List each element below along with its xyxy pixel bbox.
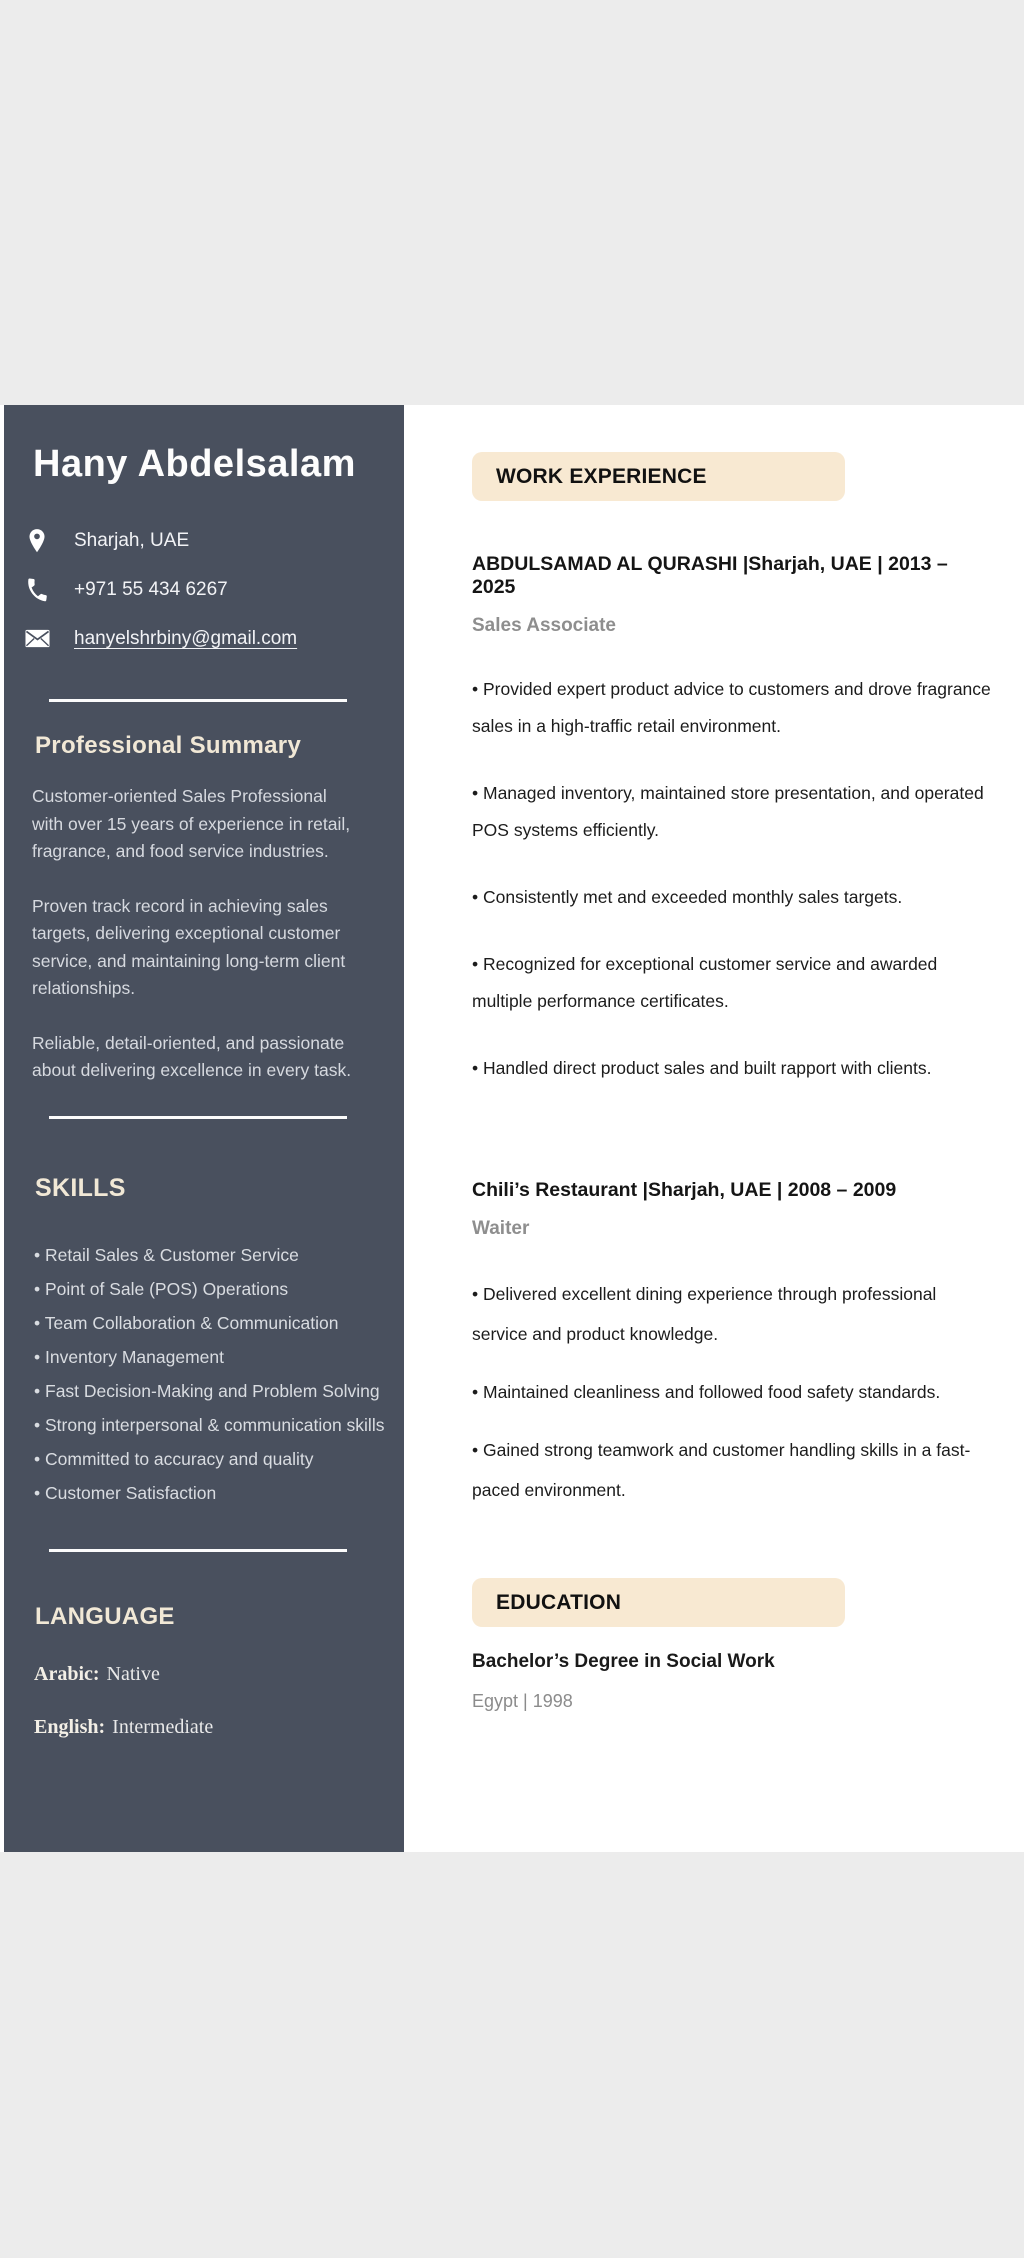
job-bullet: • Consistently met and exceeded monthly sales targets. <box>472 887 903 907</box>
job-role: Waiter <box>472 1218 530 1239</box>
location-text: Sharjah, UAE <box>74 529 190 551</box>
skill-item: • Committed to accuracy and quality <box>34 1449 384 1469</box>
divider <box>49 699 347 702</box>
job-bullets <box>472 1274 996 1510</box>
job-bullets <box>472 671 996 1087</box>
job-entry <box>472 553 996 1087</box>
person-name: Hany Abdelsalam <box>33 443 356 485</box>
language-label: English: <box>34 1716 106 1738</box>
skill-item: • Point of Sale (POS) Operations <box>34 1279 384 1299</box>
skill-item: • Team Collaboration & Communication <box>34 1313 384 1333</box>
job-bullet: • Recognized for exceptional customer service and awarded multiple performance certificates. <box>472 954 938 1011</box>
sidebar <box>4 405 404 1852</box>
summary-paragraph: Reliable, detail-oriented, and passionate about delivering excellence in every task. <box>32 1032 352 1080</box>
skill-item: • Strong interpersonal & communication skills <box>34 1415 384 1435</box>
language-list <box>34 1663 213 1769</box>
job-title-line: ABDULSAMAD AL QURASHI |Sharjah, UAE | 2013 – 2025 <box>472 553 948 598</box>
contact-list <box>22 523 388 670</box>
skill-item: • Inventory Management <box>34 1347 384 1367</box>
job-bullet: • Delivered excellent dining experience through professional service and product knowledge. <box>472 1284 937 1344</box>
skill-item: • Retail Sales & Customer Service <box>34 1245 384 1265</box>
education-meta: Egypt | 1998 <box>472 1691 573 1711</box>
divider <box>49 1549 347 1552</box>
job-title-line: Chili’s Restaurant |Sharjah, UAE | 2008 – 2009 <box>472 1179 897 1201</box>
language-heading: LANGUAGE <box>35 1603 175 1630</box>
skill-item: • Customer Satisfaction <box>34 1483 384 1503</box>
education-section-header: EDUCATION <box>472 1578 845 1627</box>
language-entry <box>34 1716 213 1739</box>
summary-paragraph: Proven track record in achieving sales targets, delivering exceptional customer service, and maintaining long-term client relationships. <box>32 895 346 998</box>
divider <box>49 1116 347 1119</box>
job-bullet: • Gained strong teamwork and customer handling skills in a fast-paced environment. <box>472 1440 971 1500</box>
phone-text: +971 55 434 6267 <box>74 578 228 600</box>
job-bullet: • Managed inventory, maintained store presentation, and operated POS systems efficiently. <box>472 783 984 840</box>
summary-paragraph: Customer-oriented Sales Professional with over 15 years of experience in retail, fragrance, and food service industries. <box>32 786 351 861</box>
work-experience-section-header: WORK EXPERIENCE <box>472 452 845 501</box>
skills-heading: SKILLS <box>35 1174 126 1202</box>
job-bullet: • Maintained cleanliness and followed food safety standards. <box>472 1382 941 1402</box>
summary-heading: Professional Summary <box>35 732 302 759</box>
contact-row-email <box>22 621 388 656</box>
job-bullet: • Handled direct product sales and built rapport with clients. <box>472 1058 932 1078</box>
education-degree: Bachelor’s Degree in Social Work <box>472 1651 775 1672</box>
contact-row-location <box>22 523 388 558</box>
location-icon <box>22 528 52 554</box>
email-icon <box>22 629 52 648</box>
job-role: Sales Associate <box>472 615 616 636</box>
summary-paragraphs <box>32 783 354 1112</box>
language-label: Arabic: <box>34 1663 100 1685</box>
resume-page <box>0 405 1024 1852</box>
skills-list <box>34 1245 384 1517</box>
email-link[interactable]: hanyelshrbiny@gmail.com <box>74 627 298 649</box>
language-entry <box>34 1663 213 1686</box>
job-bullet: • Provided expert product advice to customers and drove fragrance sales in a high-traffic retail environment. <box>472 679 991 736</box>
language-level: Native <box>106 1663 160 1685</box>
main-column <box>404 405 1024 1852</box>
job-entry <box>472 1179 996 1510</box>
contact-row-phone <box>22 572 388 607</box>
skill-item: • Fast Decision-Making and Problem Solving <box>34 1381 384 1401</box>
language-level: Intermediate <box>112 1716 214 1738</box>
phone-icon <box>22 578 52 602</box>
